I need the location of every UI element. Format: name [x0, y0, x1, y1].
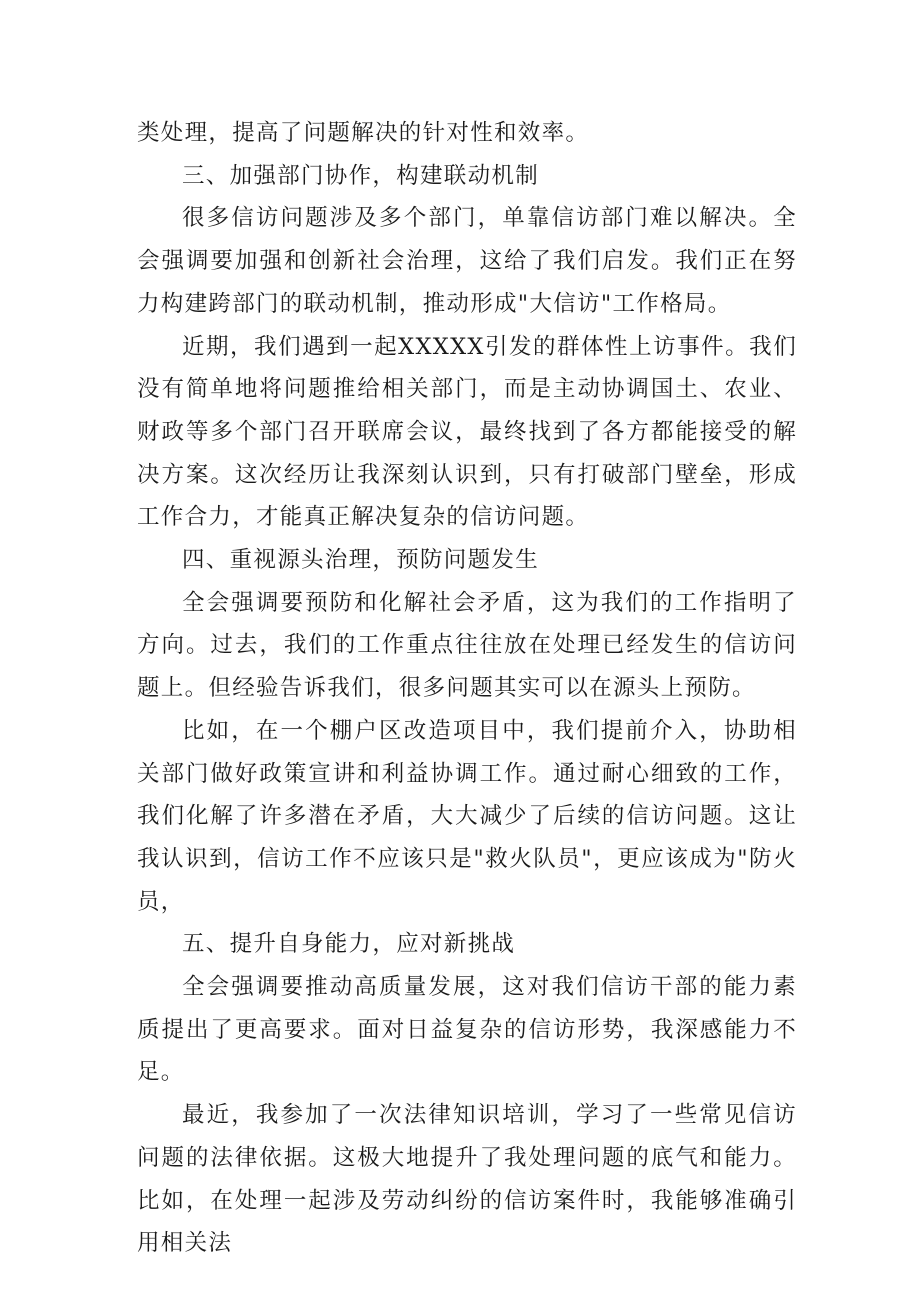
paragraph-continuation: 类处理，提高了问题解决的针对性和效率。 [137, 120, 590, 146]
document-body [137, 112, 797, 1265]
paragraph: 近期，我们遇到一起XXXXX引发的群体性上访事件。我们没有简单地将问题推给相关部门，而是主动协调国土、农业、财政等多个部门召开联席会议，最终找到了各方都能接受的解决方案。这次经历让我深刻认识到，只有打破部门壁垒，形成工作合力，才能真正解决复杂的信访问题。 [137, 333, 797, 531]
paragraph: 全会强调要推动高质量发展，这对我们信访干部的能力素质提出了更高要求。面对日益复杂的信访形势，我深感能力不足。 [137, 974, 797, 1086]
section-heading-4: 四、重视源头治理，预防问题发生 [182, 547, 540, 574]
paragraph: 全会强调要预防和化解社会矛盾，这为我们的工作指明了方向。过去，我们的工作重点往往放在处理已经发生的信访问题上。但经验告诉我们，很多问题其实可以在源头上预防。 [137, 589, 797, 702]
section-heading-5: 五、提升自身能力，应对新挑战 [182, 931, 516, 958]
paragraph: 最近，我参加了一次法律知识培训，学习了一些常见信访问题的法律依据。这极大地提升了我处理问题的底气和能力。比如，在处理一起涉及劳动纠纷的信访案件时，我能够准确引用相关法 [137, 1102, 797, 1257]
paragraph: 比如，在一个棚户区改造项目中，我们提前介入，协助相关部门做好政策宣讲和利益协调工作。通过耐心细致的工作，我们化解了许多潜在矛盾，大大减少了后续的信访问题。这让我认识到，信访工作不应该只是"救火队员"，更应该成为"防火员， [137, 717, 797, 915]
section-heading-3: 三、加强部门协作，构建联动机制 [182, 162, 540, 189]
paragraph: 很多信访问题涉及多个部门，单靠信访部门难以解决。全会强调要加强和创新社会治理，这给了我们启发。我们正在努力构建跨部门的联动机制，推动形成"大信访"工作格局。 [137, 205, 797, 317]
